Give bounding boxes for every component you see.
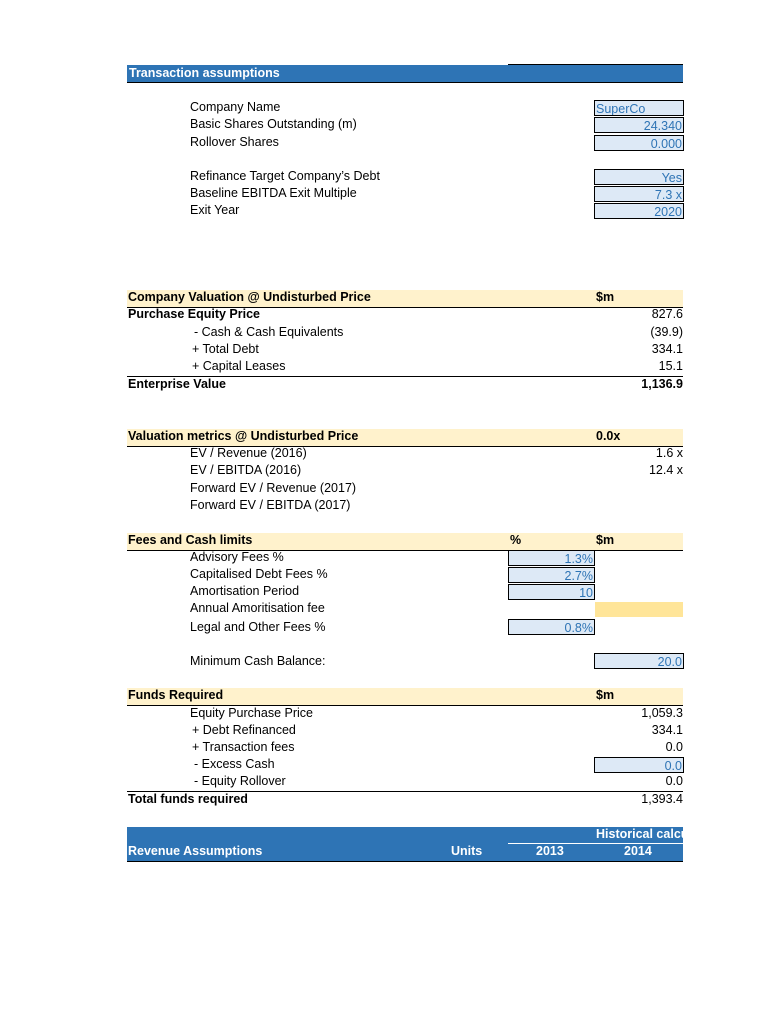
valuation-unit: $m bbox=[596, 290, 615, 304]
valuation-header: Company Valuation @ Undisturbed Price bbox=[128, 290, 371, 304]
units-label: Units bbox=[451, 844, 483, 858]
amort-label: Amortisation Period bbox=[190, 584, 300, 598]
multiple-label: Baseline EBITDA Exit Multiple bbox=[190, 186, 357, 200]
ev-revenue-label: EV / Revenue (2016) bbox=[190, 446, 307, 460]
total-debt-label: + Total Debt bbox=[192, 342, 259, 356]
multiple-input[interactable]: 7.3 x bbox=[594, 186, 684, 202]
funds-unit: $m bbox=[596, 688, 615, 702]
ev-ebitda-value: 12.4 x bbox=[648, 463, 683, 477]
annual-amort-label: Annual Amoritisation fee bbox=[190, 601, 325, 615]
legal-label: Legal and Other Fees % bbox=[190, 620, 326, 634]
fees-pct-unit: % bbox=[510, 533, 522, 547]
purchase-equity-value: 827.6 bbox=[651, 307, 683, 321]
metrics-header: Valuation metrics @ Undisturbed Price bbox=[128, 429, 359, 443]
refinance-input[interactable]: Yes bbox=[594, 169, 684, 185]
cash-value: (39.9) bbox=[650, 325, 683, 339]
ev-revenue-value: 1.6 x bbox=[655, 446, 683, 460]
debt-refinanced-label: + Debt Refinanced bbox=[192, 723, 296, 737]
transaction-fees-value: 0.0 bbox=[665, 740, 683, 754]
transaction-header: Transaction assumptions bbox=[129, 66, 280, 80]
fwd-ev-ebitda-label: Forward EV / EBITDA (2017) bbox=[190, 498, 351, 512]
company-name-input[interactable]: SuperCo bbox=[594, 100, 684, 116]
enterprise-value-label: Enterprise Value bbox=[128, 377, 226, 391]
revenue-header: Revenue Assumptions bbox=[128, 844, 263, 858]
fees-unit: $m bbox=[596, 533, 615, 547]
legal-input[interactable]: 0.8% bbox=[508, 619, 595, 635]
refinance-label: Refinance Target Company’s Debt bbox=[190, 169, 380, 183]
year-divider bbox=[508, 843, 683, 844]
cash-label: - Cash & Cash Equivalents bbox=[194, 325, 344, 339]
equity-purchase-label: Equity Purchase Price bbox=[190, 706, 313, 720]
cap-debt-label: Capitalised Debt Fees % bbox=[190, 567, 328, 581]
equity-purchase-value: 1,059.3 bbox=[641, 706, 683, 720]
excess-cash-label: - Excess Cash bbox=[194, 757, 275, 771]
exit-year-label: Exit Year bbox=[190, 203, 240, 217]
historical-label: Historical calcu bbox=[596, 827, 689, 841]
rollover-input[interactable]: 0.000 bbox=[594, 135, 684, 151]
cap-debt-input[interactable]: 2.7% bbox=[508, 567, 595, 583]
fwd-ev-revenue-label: Forward EV / Revenue (2017) bbox=[190, 481, 357, 495]
transaction-fees-label: + Transaction fees bbox=[192, 740, 295, 754]
debt-refinanced-value: 334.1 bbox=[651, 723, 683, 737]
total-funds-label: Total funds required bbox=[128, 792, 248, 806]
funds-header: Funds Required bbox=[128, 688, 224, 702]
year-2013: 2013 bbox=[536, 844, 564, 858]
total-debt-value: 334.1 bbox=[651, 342, 683, 356]
exit-year-input[interactable]: 2020 bbox=[594, 203, 684, 219]
min-cash-label: Minimum Cash Balance: bbox=[190, 654, 326, 668]
equity-rollover-label: - Equity Rollover bbox=[194, 774, 286, 788]
rollover-label: Rollover Shares bbox=[190, 135, 279, 149]
total-funds-value: 1,393.4 bbox=[641, 792, 683, 806]
year-2014: 2014 bbox=[624, 844, 652, 858]
ev-ebitda-label: EV / EBITDA (2016) bbox=[190, 463, 302, 477]
fees-header: Fees and Cash limits bbox=[128, 533, 253, 547]
advisory-input[interactable]: 1.3% bbox=[508, 550, 595, 566]
purchase-equity-label: Purchase Equity Price bbox=[128, 307, 261, 321]
shares-label: Basic Shares Outstanding (m) bbox=[190, 117, 357, 131]
equity-rollover-value: 0.0 bbox=[665, 774, 683, 788]
excess-cash-input[interactable]: 0.0 bbox=[594, 757, 684, 773]
revenue-bottom-divider bbox=[127, 861, 683, 862]
company-name-label: Company Name bbox=[190, 100, 281, 114]
annual-amort-cell[interactable] bbox=[595, 602, 683, 617]
advisory-label: Advisory Fees % bbox=[190, 550, 284, 564]
shares-input[interactable]: 24.340 bbox=[594, 117, 684, 133]
metrics-unit: 0.0x bbox=[596, 429, 621, 443]
capital-leases-label: + Capital Leases bbox=[192, 359, 286, 373]
enterprise-value-value: 1,136.9 bbox=[641, 377, 683, 391]
capital-leases-value: 15.1 bbox=[658, 359, 683, 373]
amort-input[interactable]: 10 bbox=[508, 584, 595, 600]
min-cash-input[interactable]: 20.0 bbox=[594, 653, 684, 669]
